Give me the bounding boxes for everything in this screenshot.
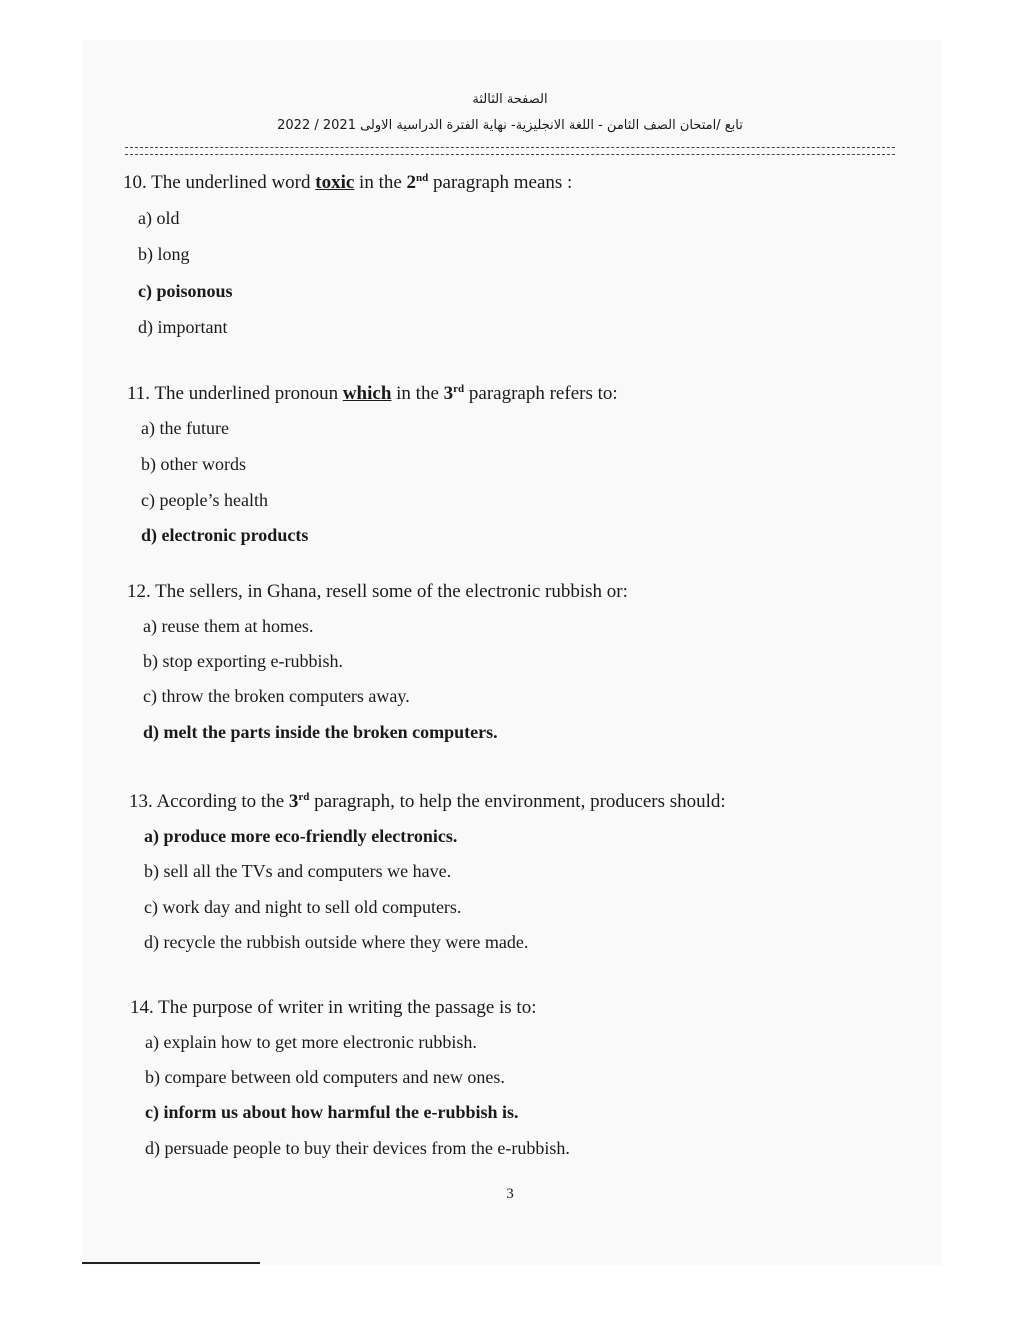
question-10-option-d[interactable]: d) important: [138, 317, 228, 337]
question-10-option-a[interactable]: a) old: [138, 208, 180, 228]
question-10-mid: in the: [354, 172, 407, 193]
question-10-ordinal-suffix: nd: [416, 172, 429, 184]
question-13-ordinal-suffix: rd: [298, 791, 310, 803]
question-10-option-b[interactable]: b) long: [138, 244, 190, 264]
question-12-option-b[interactable]: b) stop exporting e-rubbish.: [143, 651, 343, 671]
question-11-suffix: paragraph refers to:: [464, 383, 618, 404]
question-11-option-a[interactable]: a) the future: [141, 418, 229, 438]
page-number: 3: [506, 1186, 514, 1202]
question-14-option-a[interactable]: a) explain how to get more electronic rubbish.: [145, 1032, 477, 1052]
question-12: 12. The sellers, in Ghana, resell some of the electronic rubbish or:: [127, 581, 628, 602]
question-10-prefix: 10. The underlined word: [123, 172, 316, 193]
question-13-suffix: paragraph, to help the environment, producers should:: [309, 791, 726, 812]
question-10: [123, 172, 572, 194]
question-14-option-b[interactable]: b) compare between old computers and new ones.: [145, 1067, 505, 1087]
exam-info-header: تابع /امتحان الصف الثامن - اللغة الانجليزية- نهاية الفترة الدراسية الاولى 2021 / 2022: [277, 118, 743, 133]
question-13-prefix: 13. According to the: [129, 791, 289, 812]
question-11-option-b[interactable]: b) other words: [141, 454, 246, 474]
footer-rule: [82, 1262, 260, 1264]
question-11-keyword: which: [342, 383, 392, 404]
question-11-ordinal: 3: [443, 383, 454, 404]
question-13-option-d[interactable]: d) recycle the rubbish outside where they were made.: [144, 932, 529, 952]
question-10-option-c[interactable]: c) poisonous: [138, 281, 233, 301]
question-14-option-d[interactable]: d) persuade people to buy their devices from the e-rubbish.: [145, 1138, 570, 1158]
question-11-ordinal-suffix: rd: [453, 383, 465, 395]
page-label: الصفحة الثالثة: [472, 92, 548, 107]
question-14: 14. The purpose of writer in writing the passage is to:: [130, 997, 537, 1018]
question-11-mid: in the: [391, 383, 444, 404]
question-12-option-d[interactable]: d) melt the parts inside the broken computers.: [143, 722, 498, 742]
question-12-option-c[interactable]: c) throw the broken computers away.: [143, 686, 410, 706]
header-divider: [125, 147, 895, 155]
question-11-option-d[interactable]: d) electronic products: [141, 525, 309, 545]
question-13-option-a[interactable]: a) produce more eco-friendly electronics.: [144, 826, 458, 846]
question-11: [127, 383, 618, 405]
question-12-option-a[interactable]: a) reuse them at homes.: [143, 616, 314, 636]
question-14-option-c[interactable]: c) inform us about how harmful the e-rubbish is.: [145, 1102, 519, 1122]
question-11-prefix: 11. The underlined pronoun: [127, 383, 343, 404]
question-13-option-c[interactable]: c) work day and night to sell old computers.: [144, 897, 462, 917]
question-11-option-c[interactable]: c) people’s health: [141, 490, 268, 510]
question-10-ordinal: 2: [406, 172, 417, 193]
question-10-suffix: paragraph means :: [428, 172, 573, 193]
question-10-keyword: toxic: [315, 172, 355, 193]
question-13-option-b[interactable]: b) sell all the TVs and computers we have.: [144, 861, 452, 881]
question-13-ordinal: 3: [288, 791, 299, 812]
question-13: [129, 791, 726, 813]
